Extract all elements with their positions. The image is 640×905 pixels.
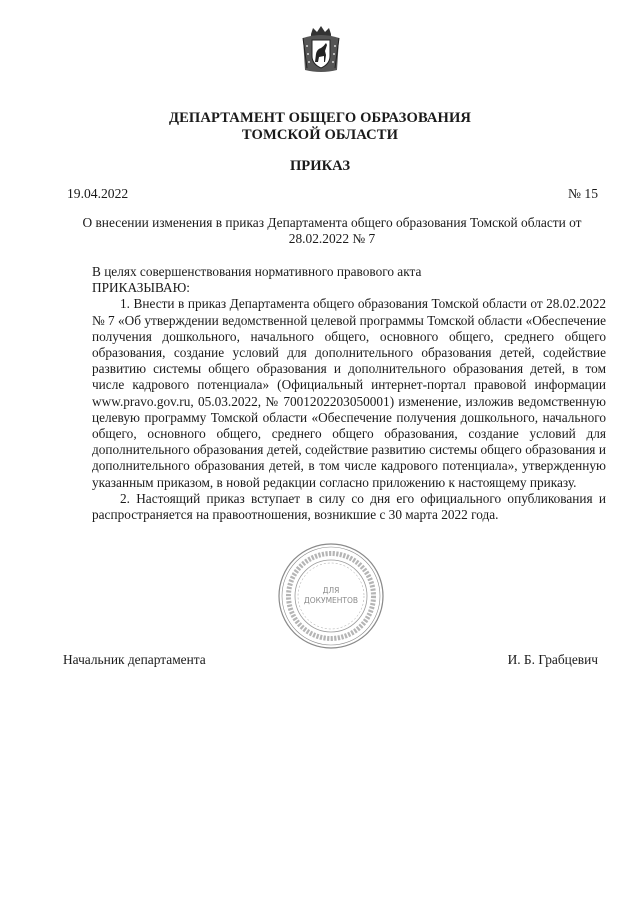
order-body — [92, 264, 606, 523]
department-title — [0, 110, 640, 144]
coat-of-arms-icon — [301, 24, 341, 74]
order-keyword: ПРИКАЗЫВАЮ: — [92, 280, 190, 296]
order-item-1: 1. Внести в приказ Департамента общего образования Томской области от 28.02.2022 № 7 «Об утверждении ведомственной целевой программы Томской области «Обеспечение получения дошкольного, начального общего, основного общего, среднего общего образования, создание условий для дополнительного образования детей, содействие развитию системы общего образования и дополнительного образования детей, в том числе кадрового потенциала» (Официальный интернет-портал правовой информации www.pravo.gov.ru, 05.03.2022, № 7001202203050001) изменение, изложив ведомственную целевую программу Томской области «Обеспечение получения дошкольного, начального общего, основного общего, среднего общего образования, создание условий для дополнительного образования детей, содействие развитию системы общего образования и дополнительного образования детей, в том числе кадрового потенциала», утвержденную указанным приказом, в новой редакции согласно приложению к настоящему приказу. — [92, 296, 606, 490]
department-title-line1: ДЕПАРТАМЕНТ ОБЩЕГО ОБРАЗОВАНИЯ — [168, 110, 472, 126]
order-item-2: 2. Настоящий приказ вступает в силу со дня его официального опубликования и распространяется на правоотношения, возникшие с 30 марта 2022 года. — [92, 490, 606, 523]
order-number: № 15 — [568, 186, 598, 201]
stamp-center-line2: ДОКУМЕНТОВ — [303, 596, 359, 605]
round-seal-icon — [276, 541, 386, 651]
stamp-center-line1: ДЛЯ — [322, 586, 340, 595]
department-title-line2: ТОМСКОЙ ОБЛАСТИ — [241, 127, 399, 143]
signatory-name: И. Б. Грабцевич — [507, 652, 598, 667]
signatory-position: Начальник департамента — [63, 652, 206, 667]
order-subject-line1: О внесении изменения в приказ Департамента общего образования Томской области от — [82, 215, 582, 230]
order-subject-line2: 28.02.2022 № 7 — [288, 231, 376, 246]
purpose-line: В целях совершенствования нормативного правового акта — [92, 264, 422, 279]
order-subject — [60, 215, 604, 247]
document-type: ПРИКАЗ — [289, 158, 351, 174]
order-date: 19.04.2022 — [67, 186, 129, 201]
